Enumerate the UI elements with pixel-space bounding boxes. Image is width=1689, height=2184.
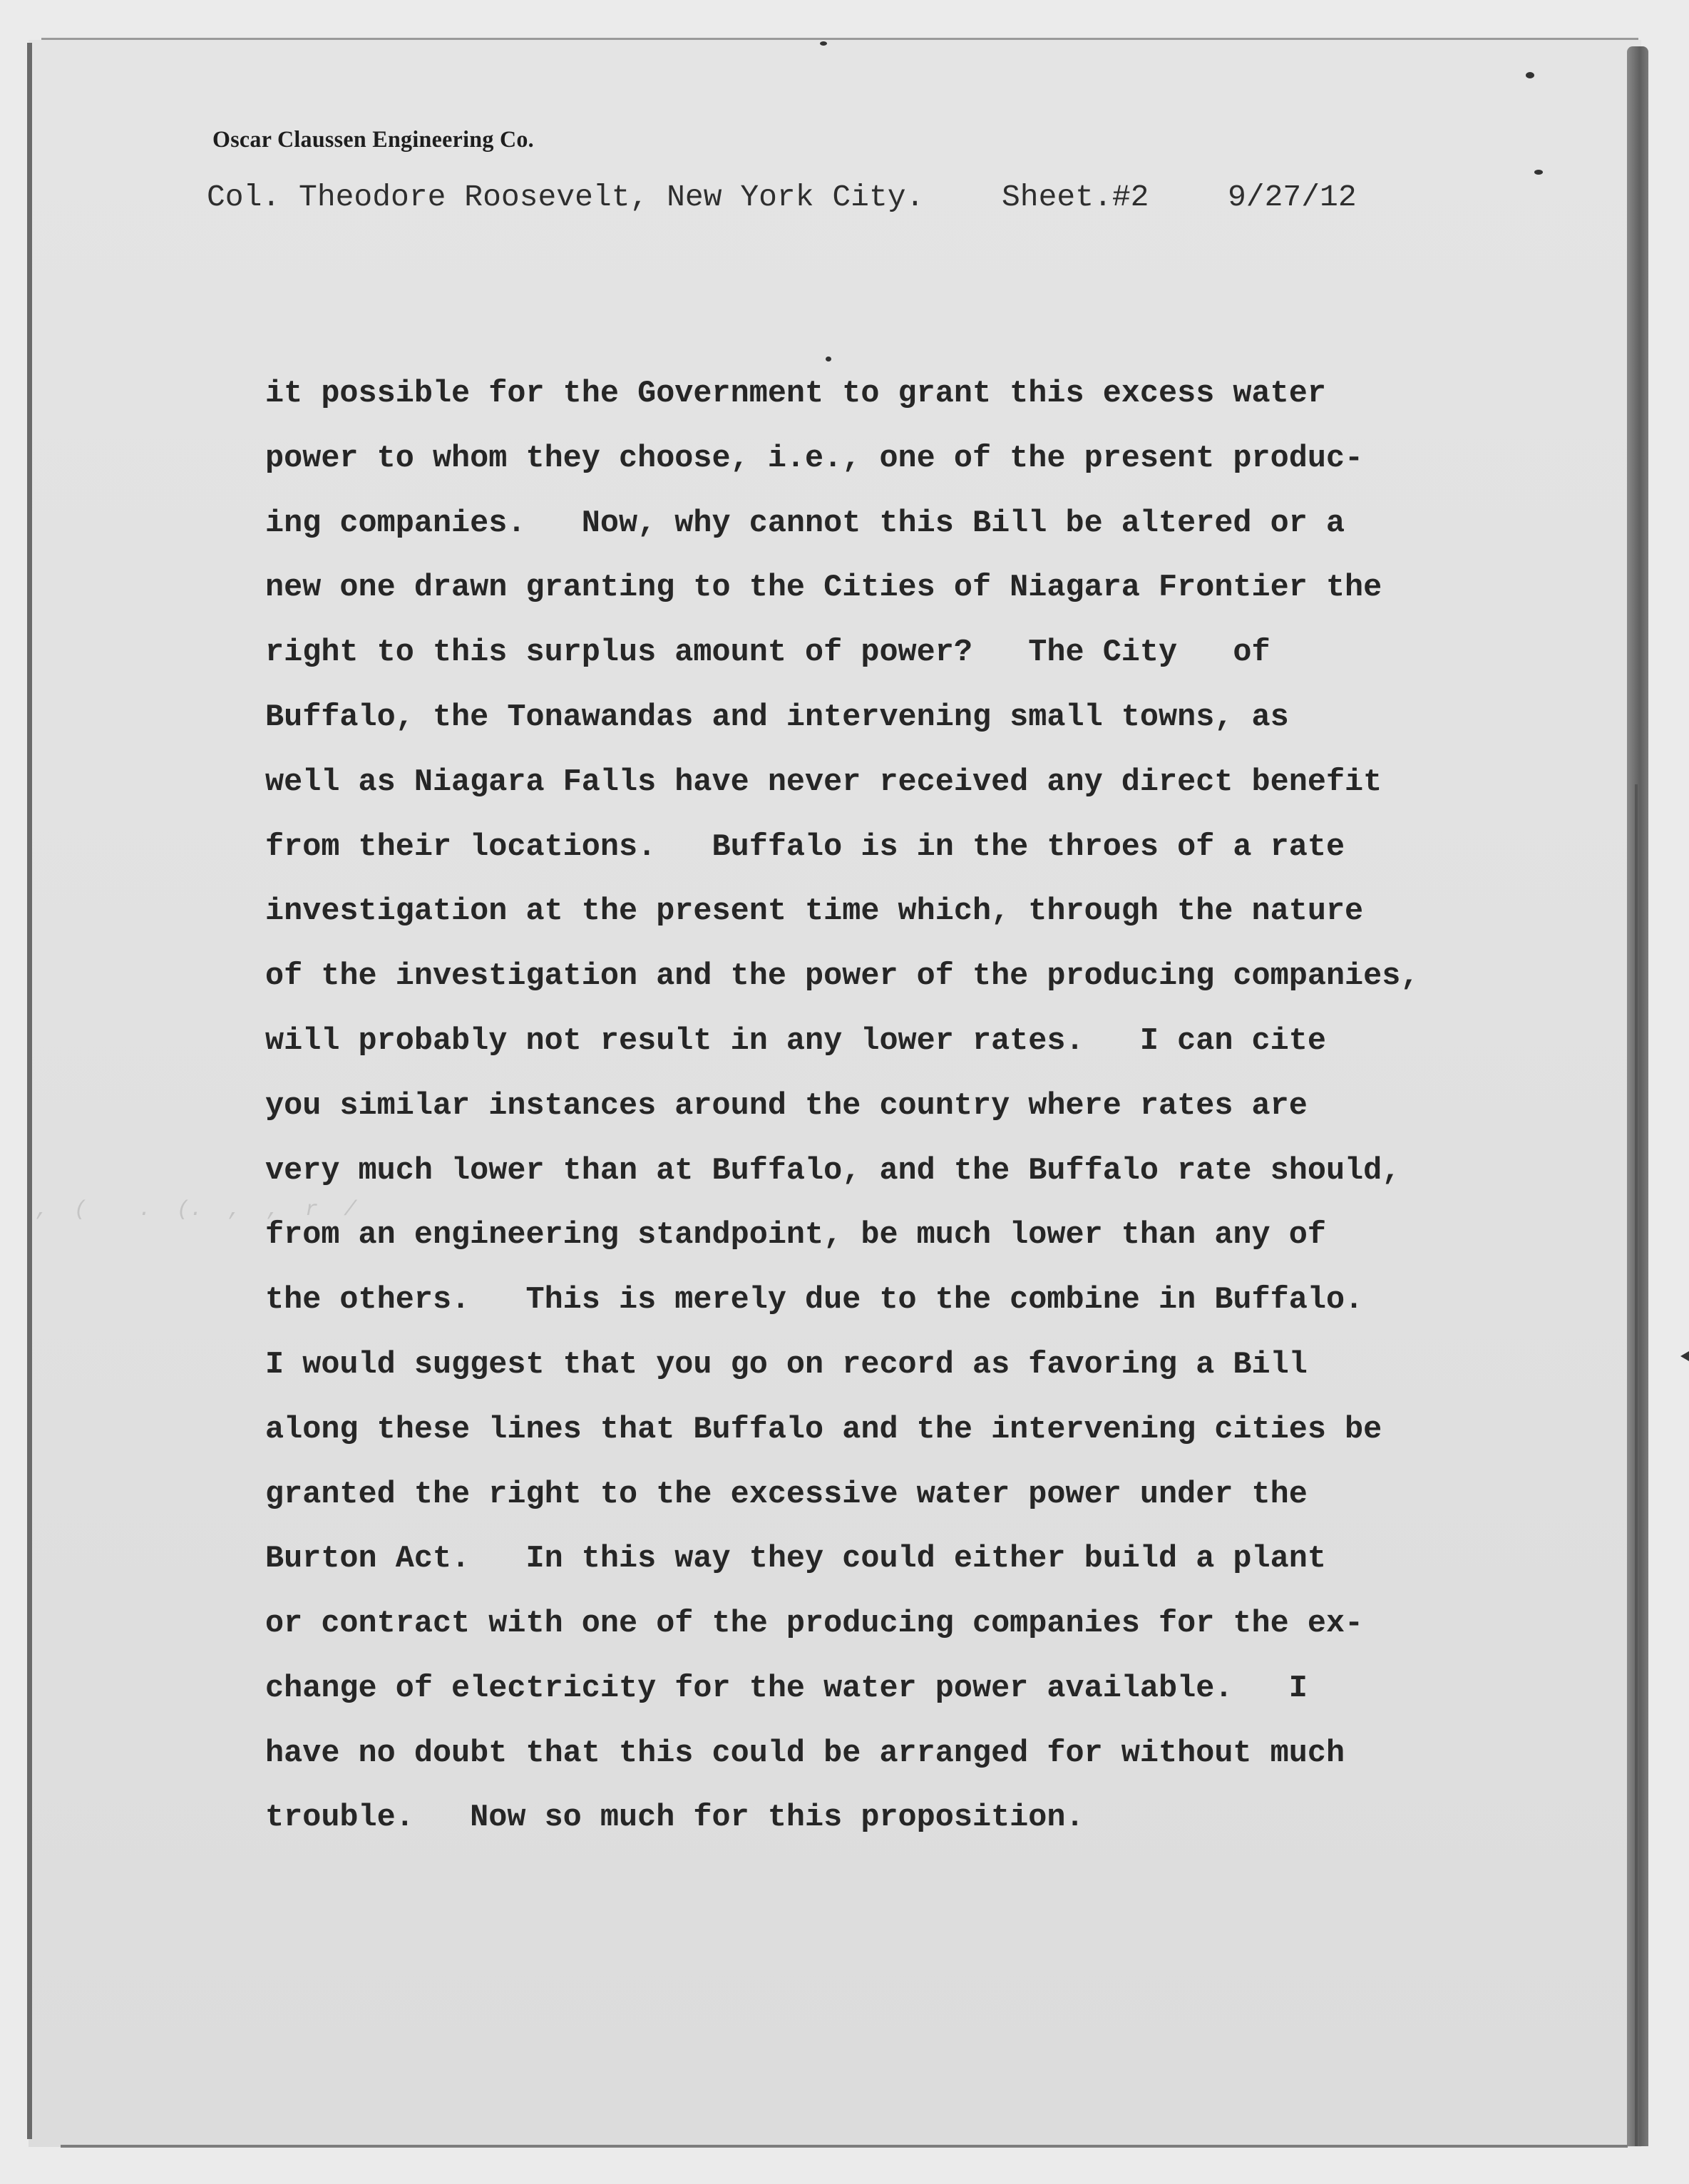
- body-line: right to this surplus amount of power? The City of: [265, 635, 1270, 670]
- body-line: new one drawn granting to the Cities of Niagara Frontier the: [265, 570, 1382, 605]
- addressee-line: Col. Theodore Roosevelt, New York City.: [207, 180, 925, 215]
- body-line: trouble. Now so much for this proposition.: [265, 1800, 1084, 1835]
- body-line: the others. This is merely due to the combine in Buffalo.: [265, 1283, 1364, 1318]
- page-bottom-edge: [61, 2145, 1628, 2148]
- body-line: well as Niagara Falls have never received any direct benefit: [265, 765, 1382, 800]
- body-line: of the investigation and the power of the producing companies,: [265, 959, 1420, 994]
- body-line: investigation at the present time which, through the nature: [265, 894, 1364, 929]
- body-line: I would suggest that you go on record as favoring a Bill: [265, 1348, 1308, 1383]
- bleed-through-marks: , ( . (. , , r /: [36, 1198, 357, 1222]
- ink-speck: [820, 41, 827, 46]
- body-line: power to whom they choose, i.e., one of the present produc-: [265, 441, 1364, 476]
- ink-speck: [1526, 72, 1534, 78]
- body-line: Buffalo, the Tonawandas and intervening small towns, as: [265, 700, 1289, 735]
- body-line: ing companies. Now, why cannot this Bill be altered or a: [265, 506, 1345, 541]
- page-right-edge-line: [1635, 784, 1638, 2146]
- body-line: change of electricity for the water power available. I: [265, 1671, 1308, 1706]
- letterhead-company-name: Oscar Claussen Engineering Co.: [212, 127, 534, 153]
- body-line: very much lower than at Buffalo, and the Buffalo rate should,: [265, 1154, 1401, 1189]
- body-line: will probably not result in any lower rates. I can cite: [265, 1024, 1326, 1059]
- body-line: it possible for the Government to grant this excess water: [265, 376, 1326, 411]
- page-left-edge: [27, 43, 32, 2139]
- body-line: Burton Act. In this way they could either build a plant: [265, 1542, 1326, 1577]
- body-line: along these lines that Buffalo and the intervening cities be: [265, 1413, 1382, 1447]
- body-line: from their locations. Buffalo is in the throes of a rate: [265, 830, 1345, 865]
- body-line: granted the right to the excessive water power under the: [265, 1477, 1308, 1512]
- body-line: or contract with one of the producing companies for the ex-: [265, 1606, 1364, 1641]
- body-line: you similar instances around the country where rates are: [265, 1089, 1308, 1124]
- page-right-edge-shadow: [1627, 46, 1648, 2146]
- body-line: have no doubt that this could be arranged for without much: [265, 1736, 1345, 1771]
- sheet-number: Sheet.#2: [1002, 180, 1149, 215]
- margin-arrow-mark: [1680, 1351, 1689, 1361]
- letter-date: 9/27/12: [1228, 180, 1357, 215]
- body-line: from an engineering standpoint, be much lower than any of: [265, 1218, 1326, 1253]
- page-top-edge: [41, 38, 1638, 40]
- ink-speck: [826, 357, 831, 362]
- ink-speck: [1534, 170, 1543, 175]
